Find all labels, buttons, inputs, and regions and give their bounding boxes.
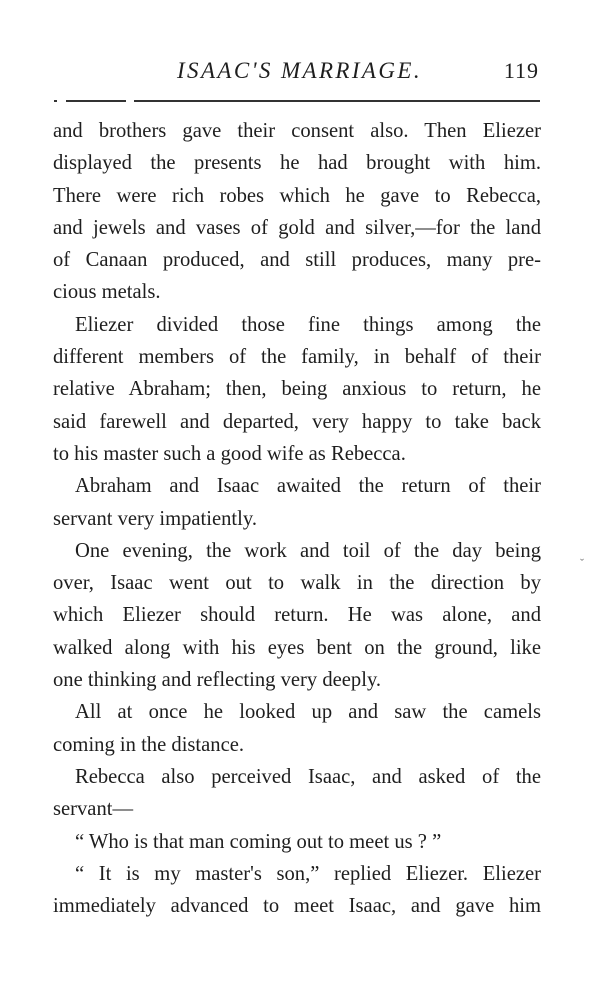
text-line: and jewels and vases of gold and silver,—for the land <box>53 216 541 239</box>
text-line: “ It is my master's son,” replied Eliezer. Eliezer <box>75 862 541 885</box>
text-line: Rebecca also perceived Isaac, and asked of the <box>75 765 541 788</box>
running-title: ISAAC'S MARRIAGE. <box>177 58 422 83</box>
text-line: There were rich robes which he gave to Rebecca, <box>53 184 541 207</box>
body-text <box>53 115 541 922</box>
text-line: servant very impatiently. <box>53 507 257 530</box>
header-rule-dot <box>54 100 57 102</box>
text-line: One evening, the work and toil of the day being <box>75 539 541 562</box>
header-rule-short-segment <box>66 100 126 102</box>
text-line: which Eliezer should return. He was alone, and <box>53 604 541 627</box>
text-line: and brothers gave their consent also. Then Eliezer <box>53 120 541 142</box>
text-line: of Canaan produced, and still produces, many pre- <box>53 249 541 272</box>
header-rule <box>54 98 540 104</box>
text-line: Abraham and Isaac awaited the return of their <box>75 475 541 498</box>
text-line: to his master such a good wife as Rebecca. <box>53 442 406 465</box>
text-line: servant— <box>53 798 134 821</box>
margin-mark: ˇ <box>580 556 584 570</box>
text-line: displayed the presents he had brought with him. <box>53 152 541 175</box>
text-line: different members of the family, in behalf of their <box>53 346 541 369</box>
text-line: immediately advanced to meet Isaac, and gave him <box>53 895 541 918</box>
text-line: over, Isaac went out to walk in the direction by <box>53 572 541 595</box>
page-number: 119 <box>503 58 539 83</box>
header-rule-long-segment <box>134 100 540 102</box>
text-line: “ Who is that man coming out to meet us ? ” <box>75 830 442 853</box>
text-line: said farewell and departed, very happy to take back <box>53 410 541 433</box>
text-line: one thinking and reflecting very deeply. <box>53 669 382 692</box>
text-line: Eliezer divided those fine things among the <box>75 313 541 336</box>
text-line: cious metals. <box>53 281 161 304</box>
text-line: coming in the distance. <box>53 733 245 756</box>
text-line: walked along with his eyes bent on the ground, like <box>53 636 541 659</box>
text-line: relative Abraham; then, being anxious to return, he <box>53 378 541 401</box>
running-head <box>0 54 599 88</box>
text-line: All at once he looked up and saw the camels <box>75 701 541 724</box>
